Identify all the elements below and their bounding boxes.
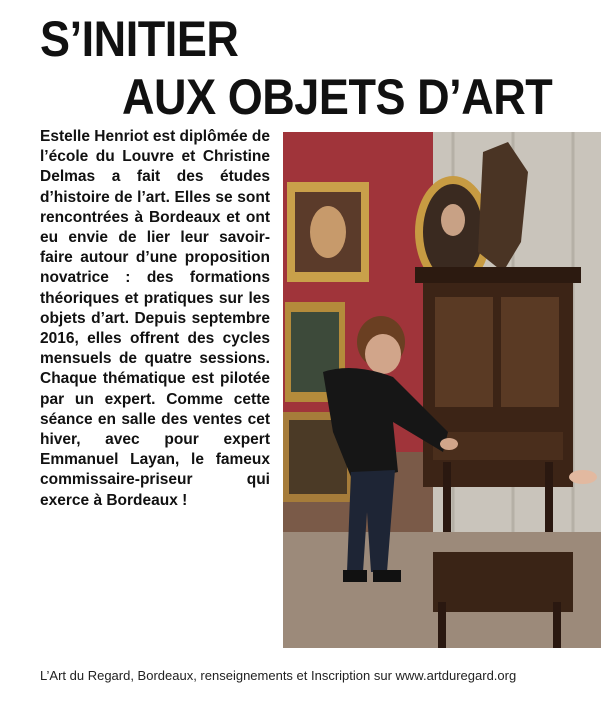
- article-body: Estelle Henriot est diplômée de l’école du Louvre et Christine Delmas a fait des études d’histoire de l’art. Elles se sont rencontrées à Bordeaux et ont eu envie de lier leur savoir-faire autour d’une proposition novatrice : des formations théoriques et pratiques sur les objets d’art. Depuis septembre 2016, elles offrent des cycles mensuels de quatre sessions. Chaque thématique est pilotée par un expert. Comme cette séance en salle des ventes cet hiver, avec pour expert Emmanuel Layan, le fameux commissaire-priseur qui exerce à Bordeaux !: [40, 128, 270, 509]
- title-line-2: AUX OBJETS D’ART: [122, 69, 553, 125]
- article-photo: [283, 132, 601, 648]
- title-line-1: S’INITIER: [40, 11, 239, 67]
- caption: L’Art du Regard, Bordeaux, renseignements et Inscription sur www.artduregard.org: [40, 668, 517, 683]
